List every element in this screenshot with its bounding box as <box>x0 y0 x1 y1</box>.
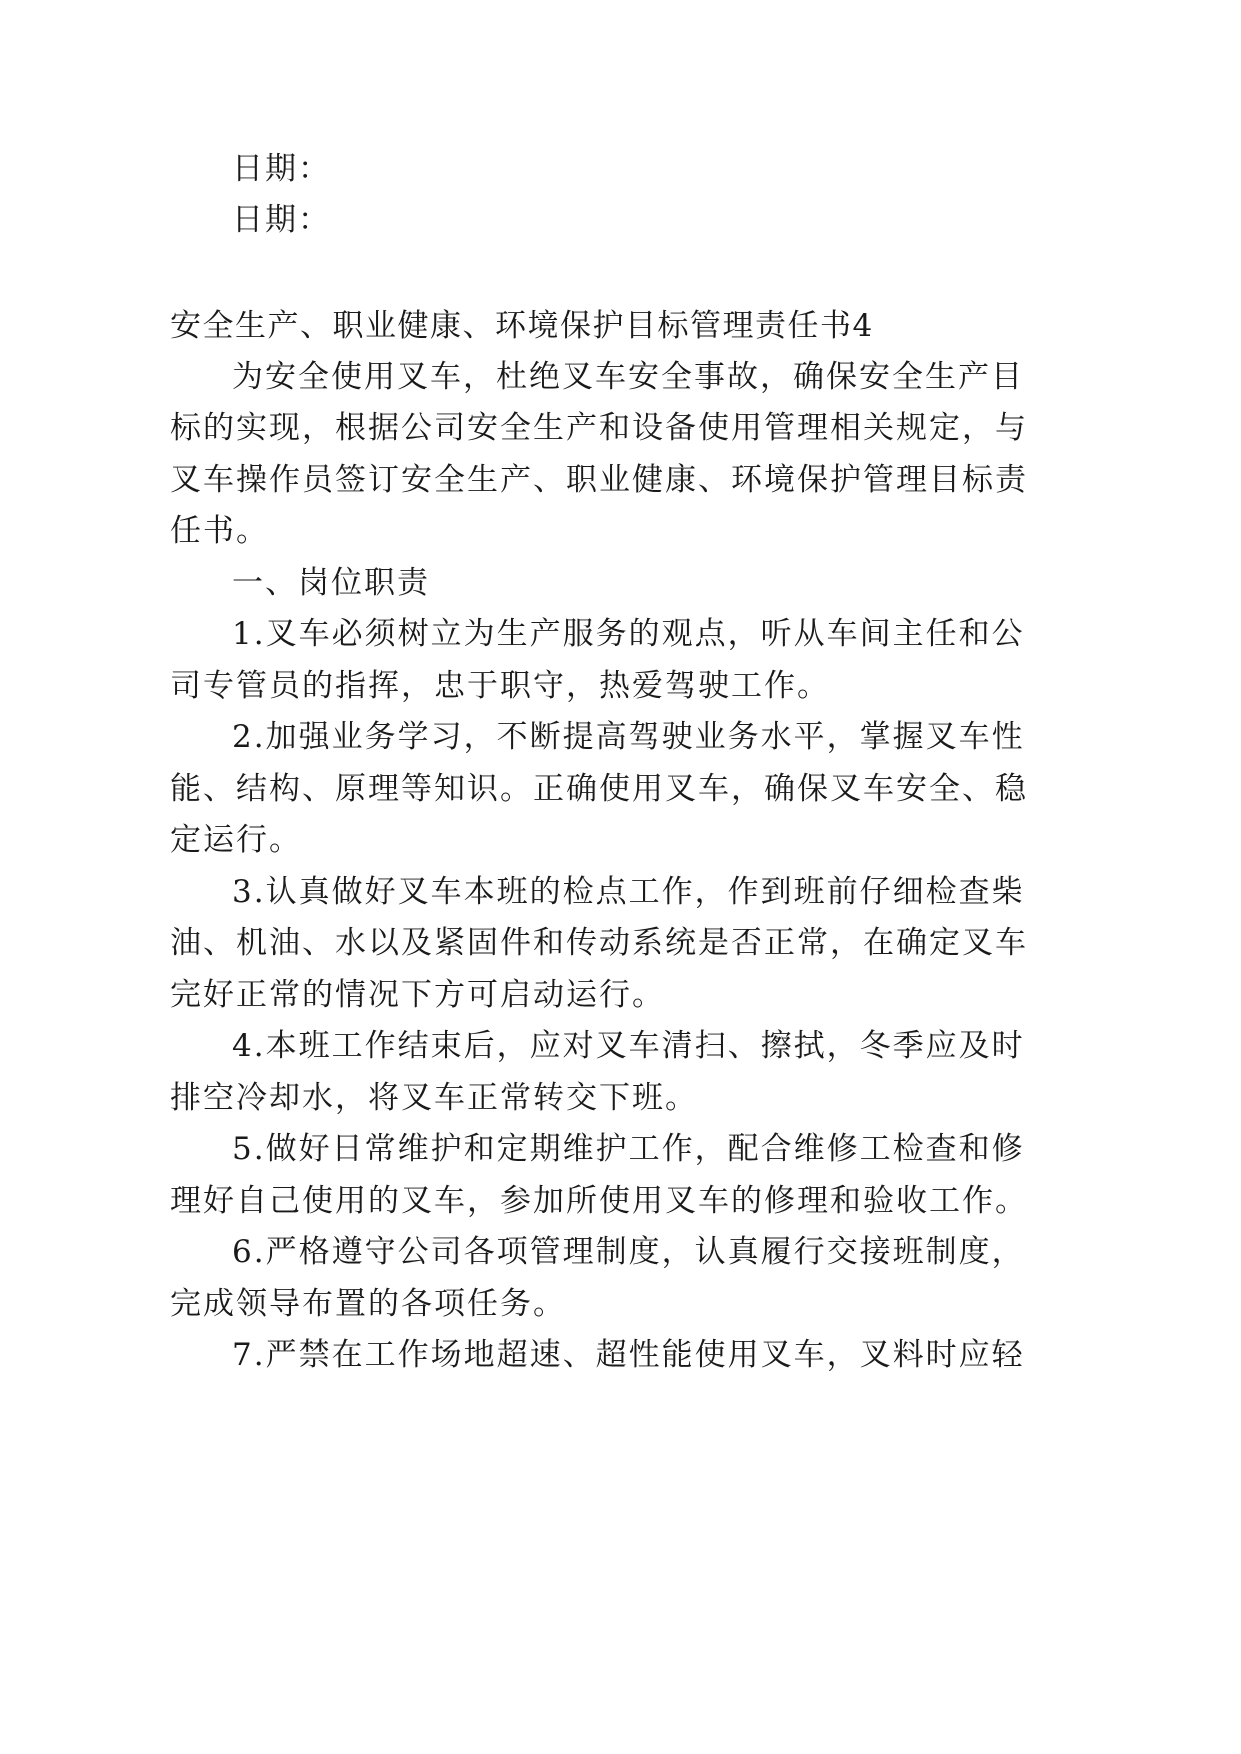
list-item-line: 理好自己使用的叉车，参加所使用叉车的修理和验收工作。 <box>170 1183 1028 1219</box>
list-item-line: 5.做好日常维护和定期维护工作，配合维修工检查和修 <box>232 1131 1025 1167</box>
date-label: 日期： <box>232 202 331 238</box>
intro-line: 为安全使用叉车，杜绝叉车安全事故，确保安全生产目 <box>232 359 1024 395</box>
list-item-line: 3.认真做好叉车本班的检点工作，作到班前仔细检查柴 <box>232 874 1025 910</box>
list-item-line: 4.本班工作结束后，应对叉车清扫、擦拭，冬季应及时 <box>232 1028 1025 1064</box>
list-item-line: 6.严格遵守公司各项管理制度，认真履行交接班制度， <box>232 1234 1025 1270</box>
list-item-line: 2.加强业务学习，不断提高驾驶业务水平，掌握叉车性 <box>232 719 1025 755</box>
list-item-line: 排空冷却水，将叉车正常转交下班。 <box>170 1080 698 1116</box>
list-item-line: 定运行。 <box>170 822 302 858</box>
list-item-line: 完成领导布置的各项任务。 <box>170 1286 566 1322</box>
list-item-line: 能、结构、原理等知识。正确使用叉车，确保叉车安全、稳 <box>170 771 1028 807</box>
date-label: 日期： <box>232 151 331 187</box>
list-item-line: 1.叉车必须树立为生产服务的观点，听从车间主任和公 <box>232 616 1025 652</box>
list-item-line: 司专管员的指挥，忠于职守，热爱驾驶工作。 <box>170 668 830 704</box>
intro-line: 叉车操作员签订安全生产、职业健康、环境保护管理目标责 <box>170 462 1028 498</box>
section-heading: 一、岗位职责 <box>232 565 430 601</box>
intro-line: 任书。 <box>170 513 269 549</box>
intro-line: 标的实现，根据公司安全生产和设备使用管理相关规定，与 <box>170 410 1028 446</box>
list-item-line: 油、机油、水以及紧固件和传动系统是否正常，在确定叉车 <box>170 925 1028 961</box>
list-item-line: 完好正常的情况下方可启动运行。 <box>170 977 665 1013</box>
document-title: 安全生产、职业健康、环境保护目标管理责任书4 <box>170 308 874 344</box>
list-item-line: 7.严禁在工作场地超速、超性能使用叉车，叉料时应轻 <box>232 1337 1025 1373</box>
